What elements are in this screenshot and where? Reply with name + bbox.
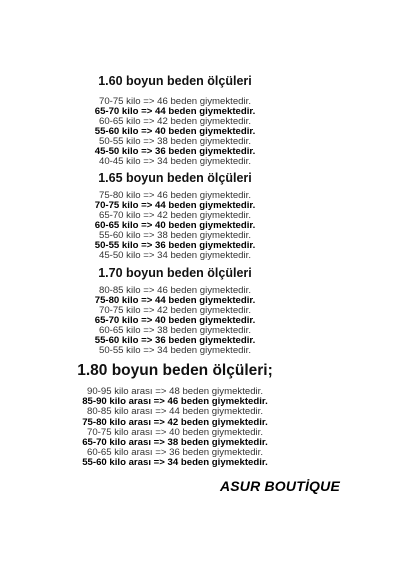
list-item: 80-85 kilo => 46 beden giymektedir. <box>98 285 251 296</box>
list-item: 60-65 kilo => 40 beden giymektedir. <box>94 220 256 231</box>
list-item: 55-60 kilo => 40 beden giymektedir. <box>94 126 256 137</box>
section-heading: 1.60 boyun beden ölçüleri <box>98 74 252 88</box>
size-list <box>0 286 350 356</box>
size-section-160 <box>0 74 350 167</box>
size-section-170 <box>0 266 350 356</box>
list-item: 70-75 kilo => 42 beden giymektedir. <box>98 305 251 316</box>
list-item: 50-55 kilo => 34 beden giymektedir. <box>98 345 251 356</box>
list-item: 50-55 kilo => 38 beden giymektedir. <box>98 136 251 147</box>
list-item: 45-50 kilo => 34 beden giymektedir. <box>98 250 251 261</box>
list-item: 65-70 kilo => 44 beden giymektedir. <box>94 106 256 117</box>
section-heading: 1.80 boyun beden ölçüleri; <box>77 362 273 379</box>
list-item: 55-60 kilo => 38 beden giymektedir. <box>98 230 251 241</box>
list-item: 70-75 kilo => 44 beden giymektedir. <box>94 200 256 211</box>
brand-name: ASUR BOUTİQUE <box>219 478 340 494</box>
list-item: 65-70 kilo => 40 beden giymektedir. <box>94 315 256 326</box>
list-item: 80-85 kilo arası => 44 beden giymektedir. <box>87 406 263 418</box>
list-item: 85-90 kilo arası => 46 beden giymektedir. <box>82 396 268 408</box>
list-item: 90-95 kilo arası => 48 beden giymektedir. <box>87 386 263 397</box>
list-item: 60-65 kilo arası => 36 beden giymektedir. <box>87 447 263 459</box>
size-list <box>0 97 350 167</box>
list-item: 75-80 kilo => 46 beden giymektedir. <box>98 190 251 201</box>
section-heading: 1.70 boyun beden ölçüleri <box>98 266 252 280</box>
size-section-165 <box>0 171 350 261</box>
section-heading: 1.65 boyun beden ölçüleri <box>98 171 252 185</box>
list-item: 60-65 kilo => 42 beden giymektedir. <box>98 116 251 127</box>
list-item: 65-70 kilo => 42 beden giymektedir. <box>98 210 251 221</box>
list-item: 45-50 kilo => 36 beden giymektedir. <box>94 146 256 157</box>
list-item: 55-60 kilo => 36 beden giymektedir. <box>94 335 256 346</box>
list-item: 70-75 kilo arası => 40 beden giymektedir. <box>87 426 263 438</box>
size-list <box>0 191 350 261</box>
list-item: 65-70 kilo arası => 38 beden giymektedir. <box>82 437 268 449</box>
list-item: 60-65 kilo => 38 beden giymektedir. <box>98 325 251 336</box>
list-item: 40-45 kilo => 34 beden giymektedir. <box>98 156 251 167</box>
list-item: 75-80 kilo => 44 beden giymektedir. <box>94 295 256 306</box>
list-item: 75-80 kilo arası => 42 beden giymektedir. <box>82 416 268 428</box>
size-list <box>0 387 350 469</box>
list-item: 70-75 kilo => 46 beden giymektedir. <box>98 96 251 107</box>
size-section-180 <box>0 362 350 469</box>
list-item: 50-55 kilo => 36 beden giymektedir. <box>94 240 256 251</box>
list-item: 55-60 kilo arası => 34 beden giymektedir. <box>82 457 268 469</box>
